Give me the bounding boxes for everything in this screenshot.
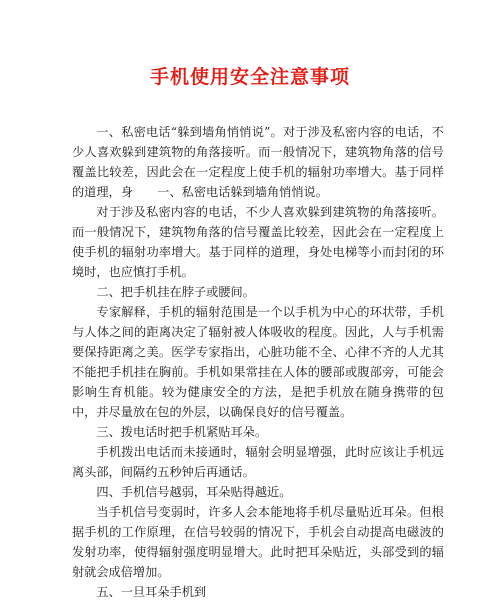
paragraph-3: 专家解释，手机的辐射范围是一个以手机为中心的环状带，手机与人体之间的距离决定了辐射被人体吸收的程度。因此，人与手机需要保持距离之美。医学专家指出，心脏功能不全、心律不齐的人尤其不能把手机挂在胸前。手机如果常挂在人体的腰部或腹部旁，可能会影响生育机能。较为健康安全的方法，是把手机放在随身携带的包中，并尽量放在包的外层，以确保良好的信号覆盖。	[72, 305, 444, 419]
paragraph-2: 对于涉及私密内容的电话，不少人喜欢躲到建筑物的角落接听。而一般情况下，建筑物角落的信号覆盖比较差，因此会在一定程度上使手机的辐射功率增大。基于同样的道理，身处电梯等小而封闭的环境时，也应慎打手机。	[72, 205, 444, 279]
section-heading-4: 四、手机信号越弱，耳朵贴得越近。	[96, 485, 292, 499]
paragraph-4: 手机拨出电话而未接通时，辐射会明显增强，此时应该让手机远离头部，间隔约五秒钟后再通话。	[72, 445, 444, 479]
section-heading-5: 五、一旦耳朵手机到	[96, 585, 207, 599]
paragraph-1: 一、私密电话“躲到墙角悄悄说”。对于涉及私密内容的电话，不少人喜欢躲到建筑物的角落接听。而一般情况下，建筑物角落的信号覆盖比较差，因此会在一定程度上使手机的辐射功率增大。基于同样的道理，身 一、私密电话躲到墙角悄悄说。	[72, 125, 444, 199]
paragraph-5: 当手机信号变弱时，许多人会本能地将手机尽量贴近耳朵。但根据手机的工作原理，在信号较弱的情况下，手机会自动提高电磁波的发射功率，使得辐射强度明显增大。此时把耳朵贴近，头部受到的辐射就会成倍增加。	[72, 505, 444, 579]
section-heading-2: 二、把手机挂在脖子或腰间。	[96, 285, 255, 299]
section-heading-3: 三、拨电话时把手机紧贴耳朵。	[96, 425, 268, 439]
document-title: 手机使用安全注意事项	[149, 66, 350, 88]
document-body	[72, 122, 444, 602]
